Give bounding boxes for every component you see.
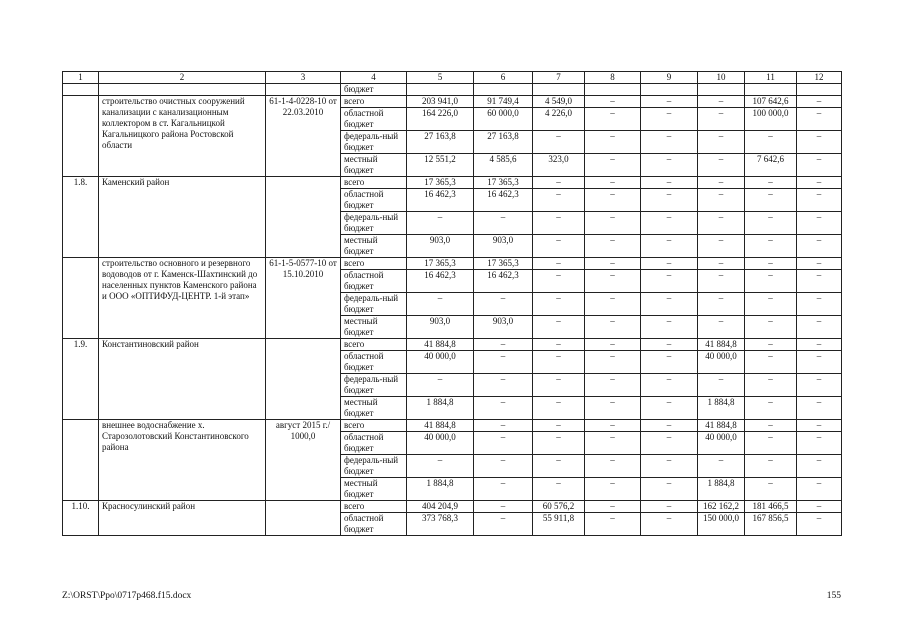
amount-col-10: – [698,154,745,177]
amount-col-7: – [533,339,585,351]
amount-col-12: – [797,420,842,432]
amount-col-11: – [745,293,797,316]
funding-source: федераль-ный бюджет [341,131,407,154]
amount-col-11: – [745,131,797,154]
amount-col-9: – [641,455,698,478]
item-document: 61-1-5-0577-10 от 15.10.2010 [266,258,341,339]
table-row [63,96,842,108]
item-name: Каменский район [99,177,266,258]
item-name: строительство очистных сооружений канализации с канализационным коллектором в ст. Кагальницкой Кагальницкого района Ростовской области [99,96,266,177]
item-number: 1.10. [63,501,99,536]
amount-col-5: – [407,455,474,478]
amount-col-6: – [474,212,533,235]
funding-source: местный бюджет [341,397,407,420]
column-header-12: 12 [797,72,842,84]
amount-col-8: – [585,189,641,212]
table-row [63,84,842,96]
amount-col-11: – [745,258,797,270]
amount-col-12: – [797,96,842,108]
amount-col-10: 41 884,8 [698,339,745,351]
budget-table [62,71,842,536]
amount-col-5: 404 204,9 [407,501,474,513]
column-header-1: 1 [63,72,99,84]
amount-col-5: 16 462,3 [407,270,474,293]
item-document [266,339,341,420]
footer-file-path: Z:\ORST\Ppo\0717p468.f15.docx [62,591,192,601]
amount-col-11: – [745,189,797,212]
amount-col-10: – [698,235,745,258]
amount-col-7: – [533,374,585,397]
amount-col-8 [585,84,641,96]
amount-col-6: – [474,501,533,513]
amount-col-12: – [797,501,842,513]
funding-source: областной бюджет [341,513,407,536]
amount-col-11: – [745,316,797,339]
amount-col-8: – [585,420,641,432]
amount-col-7: – [533,189,585,212]
amount-col-7: 55 911,8 [533,513,585,536]
amount-col-11: – [745,397,797,420]
amount-col-6: – [474,293,533,316]
amount-col-12: – [797,316,842,339]
amount-col-5: 164 226,0 [407,108,474,131]
amount-col-7: 4 549,0 [533,96,585,108]
amount-col-5: 16 462,3 [407,189,474,212]
amount-col-8: – [585,513,641,536]
amount-col-8: – [585,154,641,177]
funding-source: областной бюджет [341,189,407,212]
amount-col-11: – [745,420,797,432]
amount-col-11: – [745,455,797,478]
item-name [99,84,266,96]
amount-col-10: 40 000,0 [698,351,745,374]
funding-source: всего [341,501,407,513]
amount-col-12: – [797,397,842,420]
amount-col-6: – [474,513,533,536]
amount-col-9: – [641,108,698,131]
item-document [266,501,341,536]
amount-col-5: 903,0 [407,235,474,258]
amount-col-10: – [698,258,745,270]
column-header-11: 11 [745,72,797,84]
amount-col-9: – [641,293,698,316]
table-row [63,258,842,270]
amount-col-6: 16 462,3 [474,189,533,212]
item-number [63,96,99,177]
amount-col-6: 27 163,8 [474,131,533,154]
item-number [63,84,99,96]
amount-col-12: – [797,270,842,293]
amount-col-6: – [474,420,533,432]
item-number: 1.8. [63,177,99,258]
amount-col-9: – [641,478,698,501]
amount-col-5: – [407,212,474,235]
amount-col-9 [641,84,698,96]
amount-col-8: – [585,293,641,316]
amount-col-11: 167 856,5 [745,513,797,536]
amount-col-5: 41 884,8 [407,339,474,351]
amount-col-11: 7 642,6 [745,154,797,177]
amount-col-10: – [698,108,745,131]
amount-col-10: – [698,189,745,212]
amount-col-7: – [533,235,585,258]
amount-col-10: – [698,293,745,316]
amount-col-10: 41 884,8 [698,420,745,432]
item-name: Константиновский район [99,339,266,420]
amount-col-7: – [533,420,585,432]
amount-col-10: – [698,96,745,108]
item-name: внешнее водоснабжение х. Старозолотовский Константиновского района [99,420,266,501]
amount-col-6: – [474,339,533,351]
table-header-row [63,72,842,84]
amount-col-10: 1 884,8 [698,397,745,420]
funding-source: всего [341,177,407,189]
amount-col-5: 27 163,8 [407,131,474,154]
amount-col-8: – [585,478,641,501]
amount-col-6: 91 749,4 [474,96,533,108]
amount-col-12: – [797,189,842,212]
amount-col-9: – [641,258,698,270]
amount-col-9: – [641,177,698,189]
amount-col-9: – [641,351,698,374]
amount-col-6: 17 365,3 [474,177,533,189]
amount-col-10: – [698,131,745,154]
amount-col-7: – [533,397,585,420]
amount-col-9: – [641,189,698,212]
amount-col-10: – [698,177,745,189]
amount-col-8: – [585,96,641,108]
amount-col-8: – [585,316,641,339]
amount-col-8: – [585,339,641,351]
amount-col-11: – [745,351,797,374]
funding-source: областной бюджет [341,432,407,455]
amount-col-6: 903,0 [474,316,533,339]
funding-source: всего [341,96,407,108]
amount-col-12: – [797,258,842,270]
amount-col-6: 60 000,0 [474,108,533,131]
amount-col-8: – [585,374,641,397]
column-header-9: 9 [641,72,698,84]
amount-col-8: – [585,397,641,420]
funding-source: областной бюджет [341,351,407,374]
funding-source: местный бюджет [341,235,407,258]
amount-col-11: 100 000,0 [745,108,797,131]
amount-col-7: – [533,351,585,374]
amount-col-9: – [641,235,698,258]
amount-col-10: – [698,212,745,235]
amount-col-12: – [797,432,842,455]
amount-col-7: – [533,212,585,235]
column-header-7: 7 [533,72,585,84]
funding-source: областной бюджет [341,270,407,293]
amount-col-11: – [745,270,797,293]
amount-col-10: – [698,455,745,478]
amount-col-12: – [797,339,842,351]
amount-col-11: – [745,478,797,501]
amount-col-5: – [407,293,474,316]
amount-col-8: – [585,455,641,478]
amount-col-9: – [641,154,698,177]
amount-col-5: 1 884,8 [407,478,474,501]
column-header-8: 8 [585,72,641,84]
amount-col-7: – [533,455,585,478]
amount-col-12: – [797,177,842,189]
column-header-2: 2 [99,72,266,84]
amount-col-8: – [585,212,641,235]
funding-source: федераль-ный бюджет [341,374,407,397]
amount-col-6: 4 585,6 [474,154,533,177]
funding-source: местный бюджет [341,154,407,177]
column-header-5: 5 [407,72,474,84]
funding-source: местный бюджет [341,478,407,501]
column-header-4: 4 [341,72,407,84]
amount-col-12: – [797,154,842,177]
amount-col-5: 1 884,8 [407,397,474,420]
amount-col-10: – [698,270,745,293]
amount-col-10: 40 000,0 [698,432,745,455]
amount-col-6: – [474,455,533,478]
amount-col-6: – [474,351,533,374]
amount-col-10: 162 162,2 [698,501,745,513]
amount-col-9: – [641,420,698,432]
amount-col-7: – [533,270,585,293]
amount-col-9: – [641,339,698,351]
amount-col-7 [533,84,585,96]
funding-source: всего [341,258,407,270]
amount-col-8: – [585,501,641,513]
amount-col-12: – [797,212,842,235]
amount-col-12: – [797,293,842,316]
footer-page-number: 155 [826,591,841,601]
amount-col-6: – [474,478,533,501]
budget-table-sheet [62,71,841,536]
amount-col-6: 903,0 [474,235,533,258]
amount-col-7: – [533,478,585,501]
item-document [266,84,341,96]
amount-col-5: 12 551,2 [407,154,474,177]
item-name: строительство основного и резервного водоводов от г. Каменск-Шахтинский до населенных пунктов Каменского района и ООО «ОПТИФУД-ЦЕНТР. 1-й этап» [99,258,266,339]
item-document [266,177,341,258]
amount-col-7: 323,0 [533,154,585,177]
amount-col-7: 60 576,2 [533,501,585,513]
amount-col-12 [797,84,842,96]
amount-col-9: – [641,212,698,235]
amount-col-7: 4 226,0 [533,108,585,131]
amount-col-8: – [585,235,641,258]
amount-col-5: 903,0 [407,316,474,339]
amount-col-5 [407,84,474,96]
funding-source: федераль-ный бюджет [341,212,407,235]
amount-col-6 [474,84,533,96]
funding-source: бюджет [341,84,407,96]
funding-source: федераль-ный бюджет [341,293,407,316]
funding-source: областной бюджет [341,108,407,131]
amount-col-6: 16 462,3 [474,270,533,293]
amount-col-5: 41 884,8 [407,420,474,432]
funding-source: всего [341,420,407,432]
column-header-3: 3 [266,72,341,84]
item-document: август 2015 г./ 1000,0 [266,420,341,501]
amount-col-10: – [698,374,745,397]
amount-col-5: – [407,374,474,397]
column-header-10: 10 [698,72,745,84]
amount-col-8: – [585,270,641,293]
amount-col-12: – [797,235,842,258]
amount-col-11: – [745,432,797,455]
amount-col-9: – [641,397,698,420]
amount-col-8: – [585,432,641,455]
amount-col-7: – [533,316,585,339]
item-name: Красносулинский район [99,501,266,536]
item-number: 1.9. [63,339,99,420]
amount-col-10 [698,84,745,96]
amount-col-5: 40 000,0 [407,351,474,374]
amount-col-12: – [797,478,842,501]
amount-col-6: – [474,432,533,455]
table-row [63,339,842,351]
amount-col-10: 150 000,0 [698,513,745,536]
amount-col-5: 203 941,0 [407,96,474,108]
amount-col-11: – [745,177,797,189]
amount-col-12: – [797,455,842,478]
table-row [63,420,842,432]
amount-col-8: – [585,108,641,131]
amount-col-5: 373 768,3 [407,513,474,536]
amount-col-6: 17 365,3 [474,258,533,270]
amount-col-11: – [745,212,797,235]
amount-col-11: – [745,339,797,351]
amount-col-8: – [585,351,641,374]
amount-col-9: – [641,501,698,513]
table-row [63,177,842,189]
item-document: 61-1-4-0228-10 от 22.03.2010 [266,96,341,177]
item-number [63,258,99,339]
amount-col-7: – [533,131,585,154]
amount-col-8: – [585,131,641,154]
amount-col-11: – [745,235,797,258]
amount-col-12: – [797,351,842,374]
amount-col-7: – [533,258,585,270]
amount-col-7: – [533,432,585,455]
amount-col-5: 17 365,3 [407,258,474,270]
amount-col-12: – [797,108,842,131]
table-row [63,501,842,513]
amount-col-10: – [698,316,745,339]
amount-col-5: 17 365,3 [407,177,474,189]
amount-col-7: – [533,177,585,189]
amount-col-9: – [641,270,698,293]
amount-col-6: – [474,374,533,397]
funding-source: всего [341,339,407,351]
amount-col-12: – [797,131,842,154]
amount-col-9: – [641,96,698,108]
amount-col-9: – [641,374,698,397]
amount-col-10: 1 884,8 [698,478,745,501]
amount-col-12: – [797,374,842,397]
amount-col-11: 181 466,5 [745,501,797,513]
amount-col-9: – [641,432,698,455]
amount-col-11: – [745,374,797,397]
amount-col-5: 40 000,0 [407,432,474,455]
amount-col-9: – [641,131,698,154]
funding-source: местный бюджет [341,316,407,339]
amount-col-7: – [533,293,585,316]
amount-col-6: – [474,397,533,420]
amount-col-11: 107 642,6 [745,96,797,108]
amount-col-9: – [641,316,698,339]
amount-col-8: – [585,177,641,189]
amount-col-12: – [797,513,842,536]
amount-col-11 [745,84,797,96]
amount-col-8: – [585,258,641,270]
item-number [63,420,99,501]
funding-source: федераль-ный бюджет [341,455,407,478]
column-header-6: 6 [474,72,533,84]
amount-col-9: – [641,513,698,536]
